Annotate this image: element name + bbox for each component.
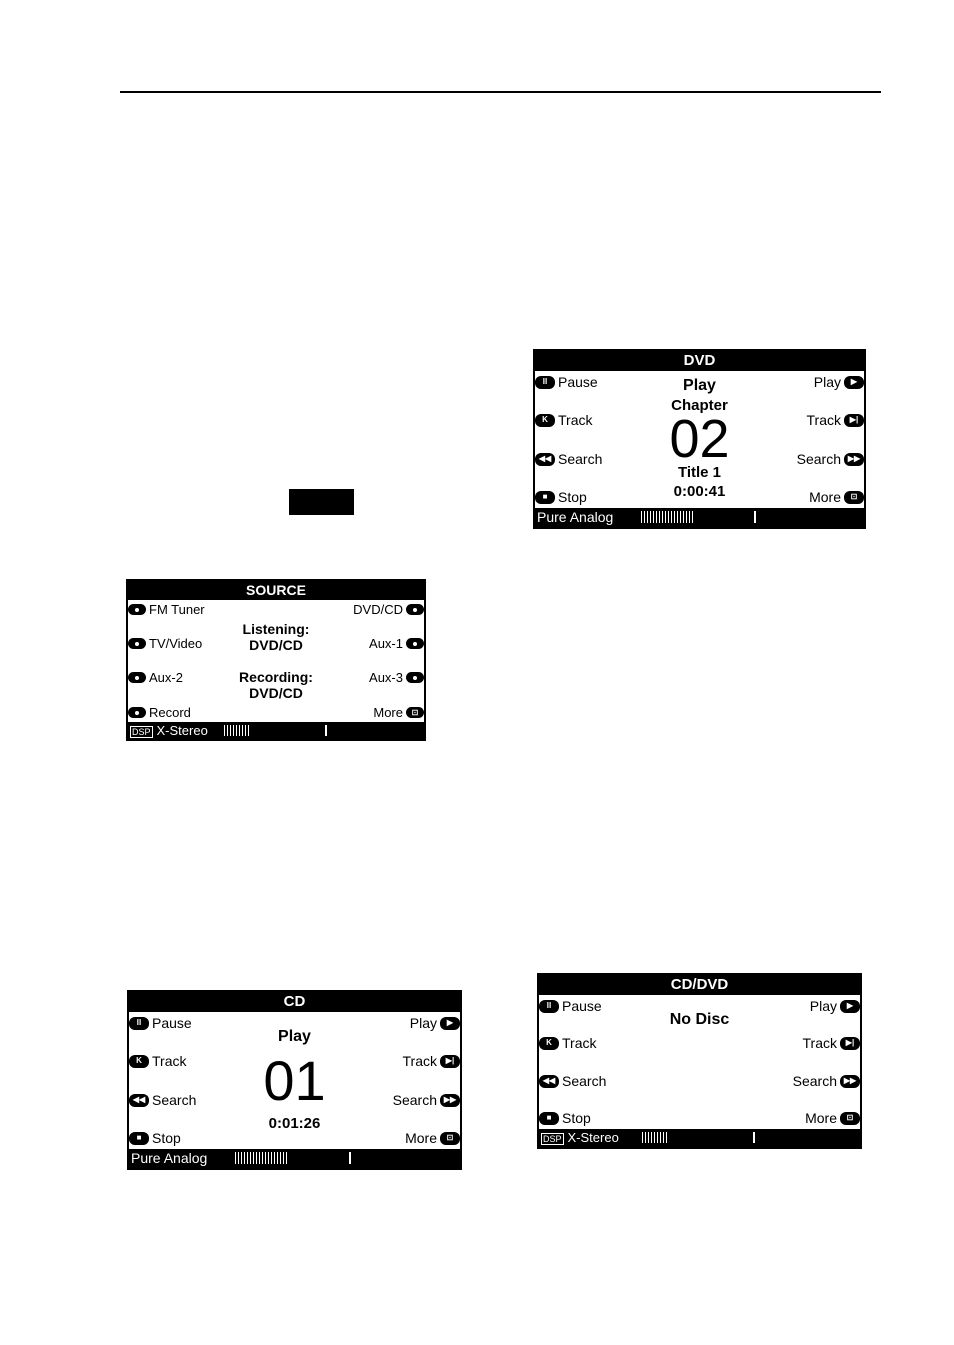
cddvd-dsp-mode: X-Stereo (567, 1130, 619, 1145)
source-aux2-button[interactable]: Aux-2 (128, 670, 183, 685)
listening-label: Listening: (242, 621, 310, 637)
source-aux3-button[interactable]: Aux-3 (369, 670, 424, 685)
skip-back-icon: K (129, 1055, 149, 1068)
cd-track-next-button[interactable]: Track ▶| (403, 1053, 460, 1069)
skip-forward-icon: ▶| (440, 1055, 460, 1068)
cd-time: 0:01:26 (268, 1115, 321, 1132)
level-meter (641, 511, 693, 523)
source-status-bar (128, 722, 424, 739)
dsp-icon: DSP (132, 726, 151, 737)
dvd-play-status: Play (683, 377, 716, 394)
source-dvd-cd-button[interactable]: DVD/CD (353, 602, 424, 617)
dvd-chapter-number: 02 (669, 409, 730, 469)
cd-title: CD (129, 992, 460, 1012)
cd-more-button[interactable]: More ⊡ (405, 1130, 460, 1146)
cddvd-pause-button[interactable]: II Pause (539, 998, 602, 1014)
rewind-icon: ◀◀ (535, 453, 555, 466)
play-icon: ▶ (840, 1000, 860, 1013)
dvd-title: DVD (535, 351, 864, 371)
level-marker (753, 1132, 755, 1143)
dvd-more-button[interactable]: More ⊡ (809, 489, 864, 505)
recording-value: DVD/CD (249, 685, 303, 701)
play-icon: ▶ (440, 1017, 460, 1030)
cddvd-track-next-button[interactable]: Track ▶| (803, 1035, 860, 1051)
cddvd-more-button[interactable]: More ⊡ (805, 1110, 860, 1126)
cddvd-search-forward-button[interactable]: Search ▶▶ (793, 1073, 860, 1089)
pause-icon: II (129, 1017, 149, 1030)
fast-forward-icon: ▶▶ (844, 453, 864, 466)
dvd-title-label: Title 1 (677, 464, 722, 481)
cddvd-status-bar (539, 1129, 860, 1147)
dsp-icon: DSP (543, 1133, 562, 1144)
source-dsp-mode: X-Stereo (156, 723, 208, 738)
cddvd-title: CD/DVD (539, 975, 860, 995)
cd-screen (127, 990, 462, 1170)
level-meter (224, 725, 249, 736)
source-more-button[interactable]: More ⊡ (373, 705, 424, 720)
dvd-stop-button[interactable]: ■ Stop (535, 489, 587, 505)
rewind-icon: ◀◀ (539, 1075, 559, 1088)
cd-play-button[interactable]: Play ▶ (410, 1015, 460, 1031)
cd-dsp-mode: Pure Analog (131, 1150, 208, 1166)
level-marker (349, 1152, 351, 1164)
more-icon: ⊡ (844, 491, 864, 504)
cddvd-screen (537, 973, 862, 1149)
dvd-chapter-label: Chapter (671, 397, 728, 414)
cddvd-play-button[interactable]: Play ▶ (810, 998, 860, 1014)
source-screen (126, 579, 426, 741)
skip-back-icon: K (535, 414, 555, 427)
dvd-status-bar (535, 508, 864, 527)
fast-forward-icon: ▶▶ (840, 1075, 860, 1088)
cddvd-track-prev-button[interactable]: K Track (539, 1035, 596, 1051)
bullet-icon (128, 604, 146, 615)
dvd-search-forward-button[interactable]: Search ▶▶ (797, 451, 864, 467)
black-key-box (289, 489, 354, 515)
pause-icon: II (535, 376, 555, 389)
dvd-time: 0:00:41 (673, 483, 726, 500)
play-icon: ▶ (844, 376, 864, 389)
bullet-icon (406, 604, 424, 615)
cddvd-search-back-button[interactable]: ◀◀ Search (539, 1073, 606, 1089)
dvd-screen (533, 349, 866, 529)
cd-search-back-button[interactable]: ◀◀ Search (129, 1092, 196, 1108)
dvd-dsp-mode: Pure Analog (537, 509, 614, 525)
source-title: SOURCE (128, 581, 424, 600)
stop-icon: ■ (535, 491, 555, 504)
header-rule (120, 91, 881, 93)
pause-icon: II (539, 1000, 559, 1013)
bullet-icon (128, 707, 146, 718)
dvd-track-next-button[interactable]: Track ▶| (807, 412, 864, 428)
level-marker (754, 511, 756, 523)
stop-icon: ■ (539, 1112, 559, 1125)
dvd-pause-button[interactable]: II Pause (535, 374, 598, 390)
more-icon: ⊡ (406, 707, 424, 718)
cd-pause-button[interactable]: II Pause (129, 1015, 192, 1031)
cd-play-status: Play (278, 1028, 311, 1045)
fast-forward-icon: ▶▶ (440, 1094, 460, 1107)
stop-icon: ■ (129, 1132, 149, 1145)
source-aux1-button[interactable]: Aux-1 (369, 636, 424, 651)
level-meter (642, 1132, 669, 1143)
dvd-play-button[interactable]: Play ▶ (814, 374, 864, 390)
listening-value: DVD/CD (249, 637, 303, 653)
rewind-icon: ◀◀ (129, 1094, 149, 1107)
cd-status-bar (129, 1149, 460, 1168)
level-marker (325, 725, 327, 736)
cd-stop-button[interactable]: ■ Stop (129, 1130, 181, 1146)
source-record-button[interactable]: Record (128, 705, 191, 720)
source-fm-tuner-button[interactable]: FM Tuner (128, 602, 205, 617)
source-tv-video-button[interactable]: TV/Video (128, 636, 202, 651)
more-icon: ⊡ (840, 1112, 860, 1125)
cd-search-forward-button[interactable]: Search ▶▶ (393, 1092, 460, 1108)
cd-track-number: 01 (263, 1049, 326, 1112)
dvd-search-back-button[interactable]: ◀◀ Search (535, 451, 602, 467)
more-icon: ⊡ (440, 1132, 460, 1145)
level-meter (235, 1152, 287, 1164)
no-disc-message: No Disc (669, 1011, 730, 1028)
cddvd-stop-button[interactable]: ■ Stop (539, 1110, 591, 1126)
skip-forward-icon: ▶| (840, 1037, 860, 1050)
skip-back-icon: K (539, 1037, 559, 1050)
dvd-track-prev-button[interactable]: K Track (535, 412, 592, 428)
recording-label: Recording: (239, 669, 313, 685)
skip-forward-icon: ▶| (844, 414, 864, 427)
cd-track-prev-button[interactable]: K Track (129, 1053, 186, 1069)
